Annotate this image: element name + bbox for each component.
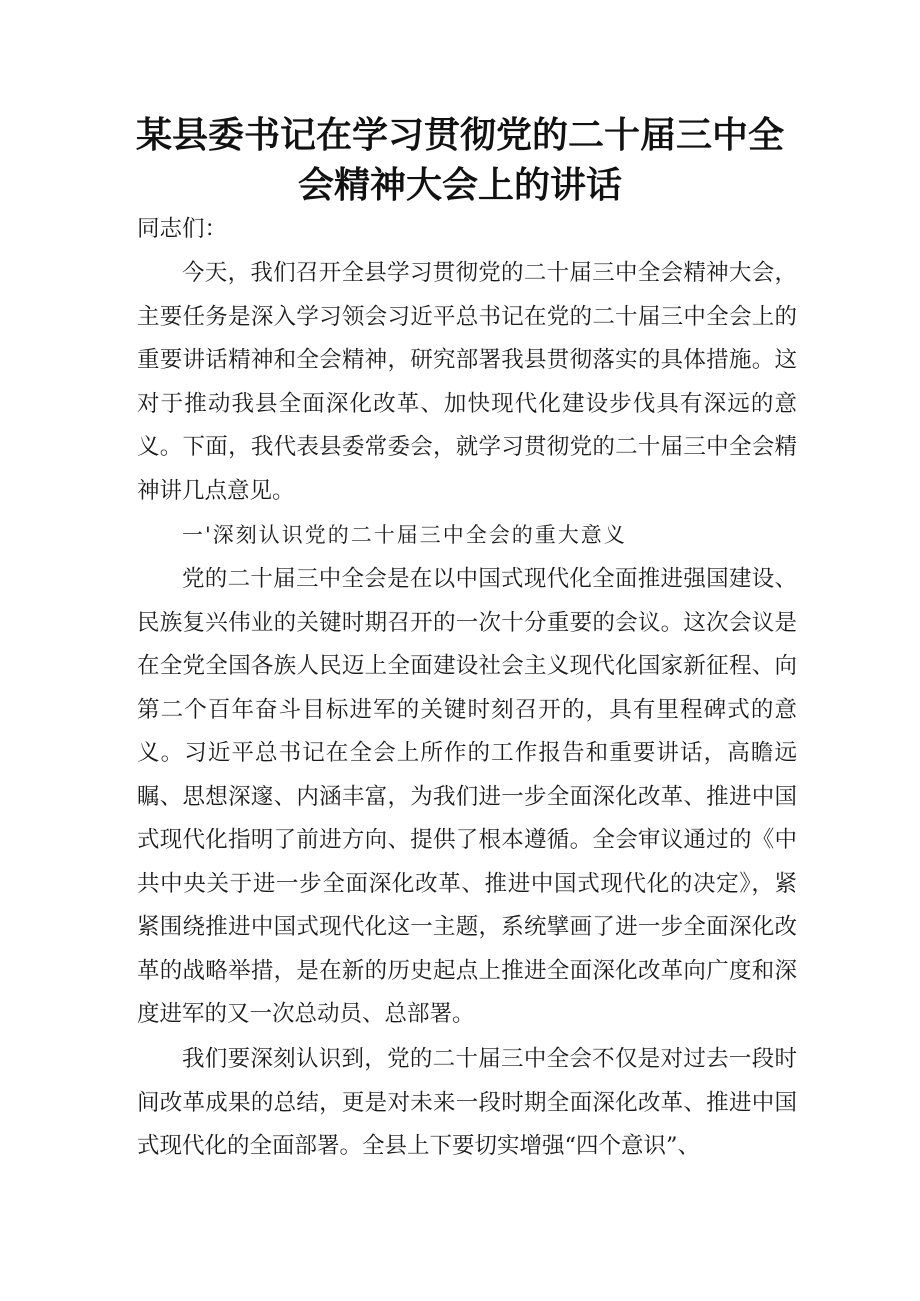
paragraph-significance: 党的二十届三中全会是在以中国式现代化全面推进强国建设、民族复兴伟业的关键时期召开的一次十分重要的会议。这次会议是在全党全国各族人民迈上全面建设社会主义现代化国家新征程、向第二个百年奋斗目标进军的关键时刻召开的，具有里程碑式的意义。习近平总书记在全会上所作的工作报告和重要讲话，高瞻远瞩、思想深邃、内涵丰富，为我们进一步全面深化改革、推进中国式现代化指明了前进方向、提供了根本遵循。全会审议通过的《中共中央关于进一步全面深化改革、推进中国式现代化的决定》，紧紧围绕推进中国式现代化这一主题，系统擘画了进一步全面深化改革的战略举措，是在新的历史起点上推进全面深化改革向广度和深度进军的又一次总动员、总部署。 xyxy=(137,566,797,1027)
document-title-line2: 会精神大会上的讲话 xyxy=(297,165,622,206)
paragraph-understanding: 我们要深刻认识到，党的二十届三中全会不仅是对过去一段时间改革成果的总结，更是对未来一段时期全面深化改革、推进中国式现代化的全面部署。全县上下要切实增强“四个意识”、 xyxy=(137,1046,797,1159)
document-title-line1: 某县委书记在学习贯彻党的二十届三中全 xyxy=(135,115,784,156)
salutation: 同志们： xyxy=(137,216,228,242)
section-heading: 一'深刻认识党的二十届三中全会的重大意义 xyxy=(182,523,627,547)
paragraph-intro: 今天，我们召开全县学习贯彻党的二十届三中全会精神大会，主要任务是深入学习领会习近平总书记在党的二十届三中全会上的重要讲话精神和全会精神，研究部署我县贯彻落实的具体措施。这对于推动我县全面深化改革、加快现代化建设步伐具有深远的意义。下面，我代表县委常委会，就学习贯彻党的二十届三中全会精神讲几点意见。 xyxy=(137,260,797,504)
